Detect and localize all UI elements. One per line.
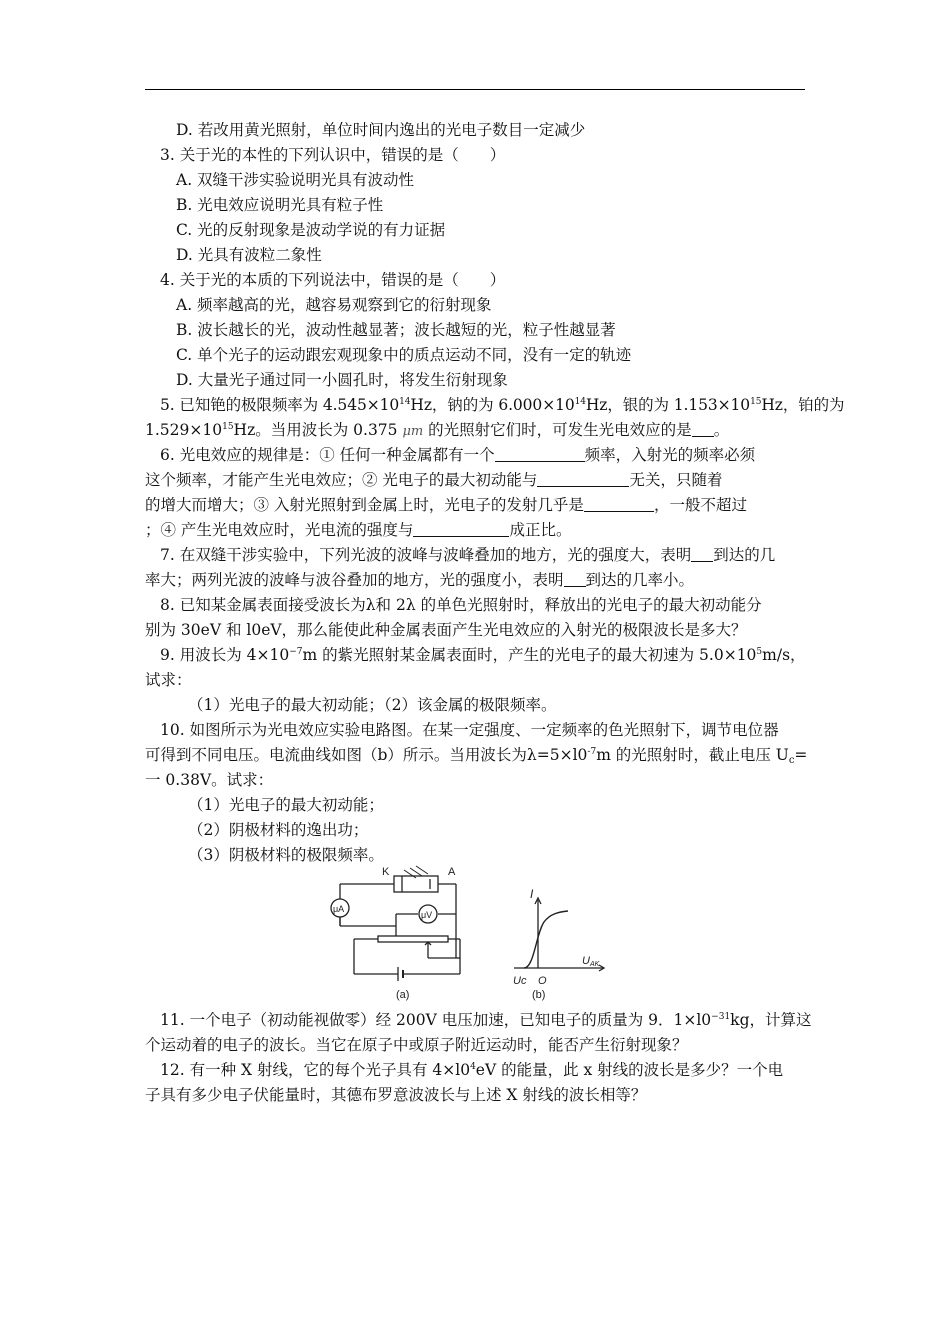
q11-line-1: 11. 一个电子（初动能视做零）经 200V 电压加速，已知电子的质量为 9．$1\times l0^{-31}kg$，计算这: [160, 1011, 812, 1029]
q6-blank-3[interactable]: [584, 497, 654, 512]
q4-option-c: C. 单个光子的运动跟宏观现象中的质点运动不同，没有一定的轨迹: [176, 346, 632, 364]
header-rule: [145, 89, 805, 90]
svg-text:μV: μV: [421, 910, 433, 920]
label-fig-a: (a): [396, 989, 410, 1001]
circuit-diagram-a: [331, 866, 460, 1001]
q10-sub-1: （1）光电子的最大初动能；: [188, 796, 384, 814]
phototube: [394, 876, 438, 892]
svg-text:μA: μA: [333, 904, 345, 914]
label-i: I: [530, 887, 534, 901]
q4-stem: 4. 关于光的本质的下列说法中，错误的是（ ）: [160, 271, 506, 289]
q10-sub-3: （3）阴极材料的极限频率。: [188, 846, 384, 864]
label-uc: Uc: [513, 975, 527, 987]
label-fig-b: (b): [532, 989, 546, 1001]
q3-option-c: C. 光的反射现象是波动学说的有力证据: [176, 221, 446, 239]
current-graph-b: [513, 887, 604, 1001]
q6-blank-4[interactable]: [413, 522, 509, 537]
label-uak: UAK: [582, 955, 600, 968]
q4-option-d: D. 大量光子通过同一小圆孔时，将发生衍射现象: [176, 371, 508, 389]
q5-answer-blank[interactable]: [692, 422, 714, 437]
q9-line-3: （1）光电子的最大初动能；（2）该金属的极限频率。: [188, 696, 557, 714]
q6-blank-2[interactable]: [537, 472, 629, 487]
label-k: K: [382, 866, 390, 878]
current-curve: [524, 911, 568, 968]
q10-line-1: 10. 如图所示为光电效应实验电路图。在某一定强度、一定频率的色光照射下，调节电位器: [160, 721, 779, 739]
q3-stem: 3. 关于光的本性的下列认识中，错误的是（ ）: [160, 146, 506, 164]
q3-option-b: B. 光电效应说明光具有粒子性: [176, 196, 384, 214]
q8-line-1: 8. 已知某金属表面接受波长为λ和 2λ 的单色光照射时，释放出的光电子的最大初动能分: [160, 596, 762, 614]
label-a: A: [448, 866, 456, 878]
q6-blank-1[interactable]: [495, 447, 585, 462]
q7-line-2: 率大；两列光波的波峰与波谷叠加的地方，光的强度小，表明 到达的几率小。: [145, 571, 695, 589]
q6-line-1: 6. 光电效应的规律是：① 任何一种金属都有一个 频率，入射光的频率必须: [160, 446, 756, 464]
q6-line-2: 这个频率，才能产生光电效应；② 光电子的最大初动能与 无关，只随着: [145, 471, 723, 489]
q8-line-2: 别为 30eV 和 l0eV，那么能使此种金属表面产生光电效应的入射光的极限波长是多大？: [145, 621, 747, 639]
q7-line-1: 7. 在双缝干涉实验中，下列光波的波峰与波峰叠加的地方，光的强度大，表明 到达的几: [160, 546, 776, 564]
q10-line-2: 可得到不同电压。电流曲线如图（b）所示。当用波长为$\lambda=5\times l0^{-7}m$ 的光照射时，截止电压 $U_c=$: [145, 746, 808, 766]
q9-line-2: 试求：: [145, 671, 192, 689]
label-origin: O: [538, 975, 547, 987]
potentiometer: [378, 936, 448, 942]
q10-figure: [333, 864, 618, 1008]
q5-line-1: 5. 已知铯的极限频率为 $4.545\times 10^{14}Hz$，钠的为 $6.000\times 10^{14}Hz$，银的为 $1.153\times 10^{15}Hz$，铂的为: [160, 396, 845, 414]
q9-line-1: 9. 用波长为 $4\times 10^{-7}m$ 的紫光照射某金属表面时，产生的光电子的最大初速为 $5.0\times 10^5m/s$，: [160, 646, 806, 664]
q7-blank-2[interactable]: [564, 572, 586, 587]
q4-option-a: A. 频率越高的光，越容易观察到它的衍射现象: [176, 296, 492, 314]
q10-line-3: 一 0.38V。试求：: [145, 771, 274, 789]
q6-line-4: ；④ 产生光电效应时，光电流的强度与 成正比。: [145, 521, 572, 539]
q3-option-a: A. 双缝干涉实验说明光具有波动性: [176, 171, 415, 189]
q4-option-b: B. 波长越长的光，波动性越显著；波长越短的光，粒子性越显著: [176, 321, 616, 339]
q11-line-2: 个运动着的电子的波长。当它在原子中或原子附近运动时，能否产生衍射现象？: [145, 1036, 688, 1054]
q5-line-2: $1.529\times 10^{15}Hz$。当用波长为 0.375 μm 的光照射它们时，可发生光电效应的是 。: [145, 421, 730, 439]
q12-line-1: 12. 有一种 X 射线，它的每个光子具有 $4\times l0^4eV$ 的能量，此 x 射线的波长是多少？一个电: [160, 1061, 784, 1079]
q7-blank-1[interactable]: [691, 547, 713, 562]
q6-line-3: 的增大而增大；③ 入射光照射到金属上时，光电子的发射几乎是 ，一般不超过: [145, 496, 747, 514]
q12-line-2: 子具有多少电子伏能量时，其德布罗意波波长与上述 X 射线的波长相等？: [145, 1086, 647, 1104]
q3-option-d: D. 光具有波粒二象性: [176, 246, 322, 264]
q10-sub-2: （2）阴极材料的逸出功；: [188, 821, 369, 839]
q2-option-d: D. 若改用黄光照射，单位时间内逸出的光电子数目一定减少: [176, 121, 586, 139]
